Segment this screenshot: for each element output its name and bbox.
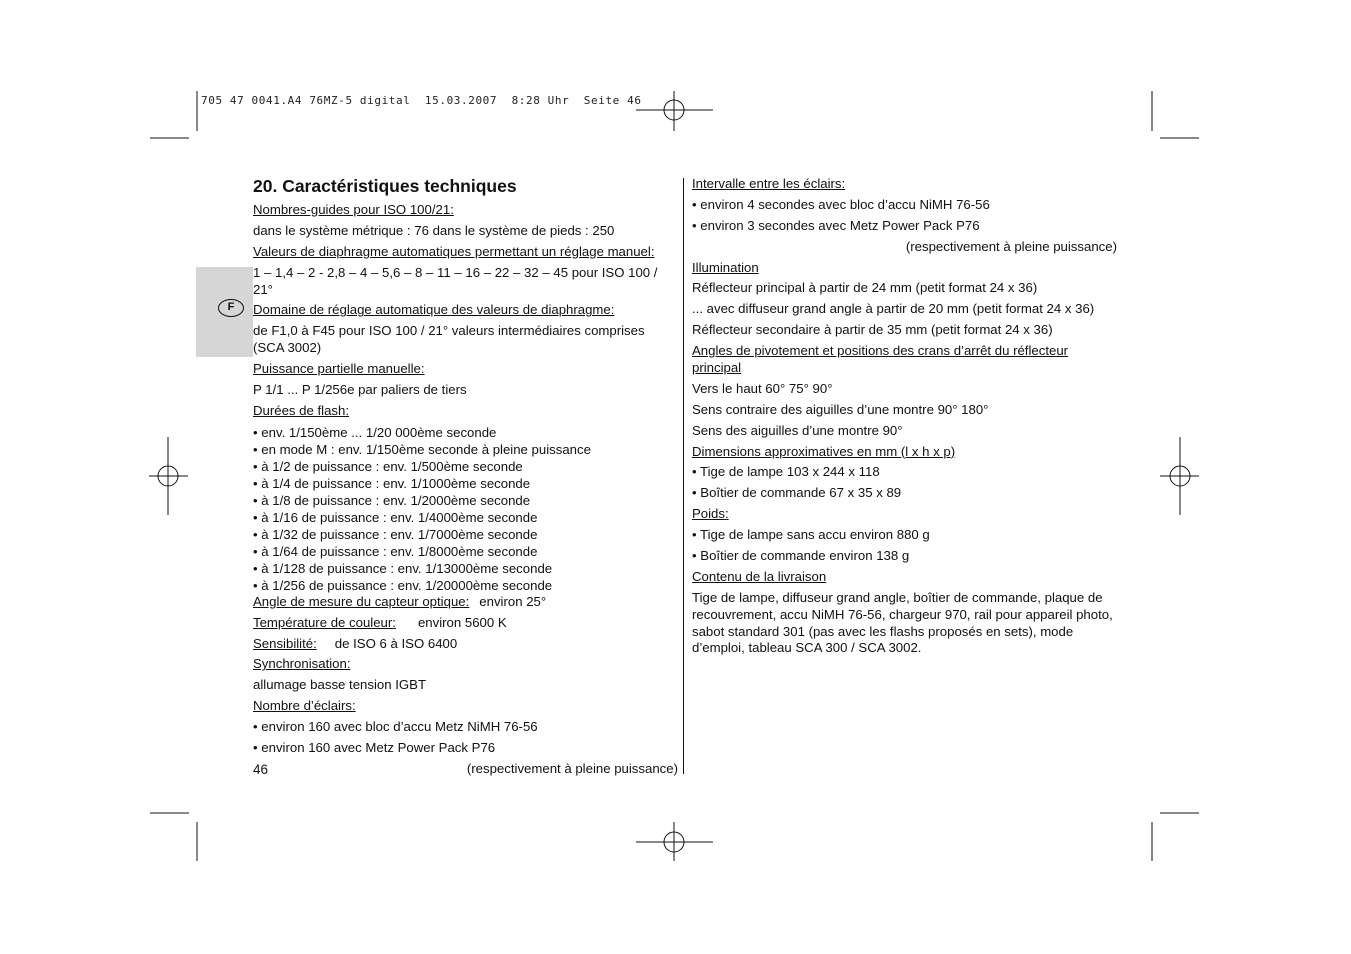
list-item: • Tige de lampe 103 x 244 x 118	[692, 464, 880, 480]
sync-text: allumage basse tension IGBT	[253, 677, 426, 693]
flash-duration-heading: Durées de flash:	[253, 402, 350, 418]
registration-target-right	[1160, 437, 1199, 515]
list-item: • environ 160 avec bloc d’accu Metz NiMH 76-56	[253, 719, 538, 735]
weight-heading: Poids:	[692, 506, 729, 522]
list-item: • env. 1/150ème ... 1/20 000ème seconde	[253, 424, 497, 440]
color-temp-label: Température de couleur:	[253, 614, 396, 630]
illumination-wide: ... avec diffuseur grand angle à partir de 20 mm (petit format 24 x 36)	[692, 301, 1095, 317]
interval-note: (respectivement à pleine puissance)	[905, 238, 1117, 254]
sensor-angle-label: Angle de mesure du capteur optique:	[253, 593, 470, 609]
sensitivity-label: Sensibilité:	[253, 635, 317, 651]
list-item: • en mode M : env. 1/150ème seconde à pleine puissance	[253, 441, 591, 457]
list-item: • environ 4 secondes avec bloc d’accu NiMH 76-56	[692, 196, 990, 212]
list-item: • à 1/128 de puissance : env. 1/13000ème seconde	[253, 560, 553, 576]
pivot-cw: Sens des aiguilles d’une montre 90°	[692, 422, 903, 438]
sensitivity-value: de ISO 6 à ISO 6400	[334, 635, 458, 651]
guide-number-heading: Nombres-guides pour ISO 100/21:	[253, 202, 454, 217]
flash-count-note: (respectivement à pleine puissance)	[466, 760, 678, 776]
pivot-ccw: Sens contraire des aiguilles d’une montre 90° 180°	[692, 401, 989, 417]
partial-power-heading: Puissance partielle manuelle:	[253, 361, 425, 377]
sync-heading: Synchronisation:	[253, 656, 351, 672]
sensor-angle-row	[253, 594, 678, 611]
registration-target-top	[636, 91, 713, 131]
list-item: • à 1/2 de puissance : env. 1/500ème seconde	[253, 458, 523, 474]
list-item: • environ 3 secondes avec Metz Power Pack P76	[692, 217, 980, 233]
list-item: • à 1/4 de puissance : env. 1/1000ème seconde	[253, 475, 531, 491]
list-item: • à 1/32 de puissance : env. 1/7000ème seconde	[253, 526, 538, 542]
flash-count-heading: Nombre d’éclairs:	[253, 698, 356, 714]
language-badge: F	[218, 299, 244, 317]
list-item: • à 1/8 de puissance : env. 1/2000ème seconde	[253, 492, 531, 508]
list-item: • Boîtier de commande environ 138 g	[692, 548, 910, 564]
section-title: 20. Caractéristiques techniques	[253, 176, 517, 196]
sensor-angle-value: environ 25°	[479, 593, 547, 609]
flash-duration-list	[253, 424, 678, 594]
pivot-heading: Angles de pivotement et positions des crans d’arrêt du réflecteur principal	[692, 343, 1069, 376]
illumination-heading: Illumination	[692, 259, 759, 275]
aperture-range-heading: Domaine de réglage automatique des valeurs de diaphragme:	[253, 302, 615, 318]
language-tab	[196, 267, 253, 357]
registration-target-bottom	[636, 822, 713, 861]
list-item: • Boîtier de commande 67 x 35 x 89	[692, 485, 902, 501]
aperture-text: 1 – 1,4 – 2 - 2,8 – 4 – 5,6 – 8 – 11 – 16 – 22 – 32 – 45 pour ISO 100 / 21°	[253, 264, 658, 297]
sensitivity-row	[253, 636, 678, 653]
partial-power-text: P 1/1 ... P 1/256e par paliers de tiers	[253, 382, 467, 398]
illumination-secondary: Réflecteur secondaire à partir de 35 mm (petit format 24 x 36)	[692, 322, 1053, 338]
page-number: 46	[253, 762, 269, 777]
list-item: • Tige de lampe sans accu environ 880 g	[692, 527, 930, 543]
contents-text: Tige de lampe, diffuseur grand angle, boîtier de commande, plaque de recouvrement, accu NiMH 76-56, chargeur 970, rail pour appareil photo, sabot standard 301 (pas avec les flashs proposés en sets), mode d’emploi, tableau SCA 300 / SCA 3002.	[692, 589, 1113, 656]
column-divider	[683, 178, 684, 774]
pivot-up: Vers le haut 60° 75° 90°	[692, 380, 833, 396]
registration-target-left	[149, 437, 188, 515]
interval-heading: Intervalle entre les éclairs:	[692, 176, 846, 191]
aperture-heading: Valeurs de diaphragme automatiques permettant un réglage manuel:	[253, 243, 655, 259]
list-item: • à 1/16 de puissance : env. 1/4000ème seconde	[253, 509, 538, 525]
print-slug: 705 47 0041.A4 76MZ-5 digital 15.03.2007 8:28 Uhr Seite 46	[201, 94, 642, 107]
list-item: • à 1/64 de puissance : env. 1/8000ème seconde	[253, 543, 538, 559]
list-item: • à 1/256 de puissance : env. 1/20000ème seconde	[253, 577, 553, 593]
color-temp-row	[253, 615, 678, 632]
dimensions-heading: Dimensions approximatives en mm (l x h x p)	[692, 443, 956, 459]
right-column	[692, 176, 1117, 657]
color-temp-value: environ 5600 K	[417, 614, 507, 630]
guide-number-text: dans le système métrique : 76 dans le système de pieds : 250	[253, 222, 615, 238]
list-item: • environ 160 avec Metz Power Pack P76	[253, 740, 496, 756]
contents-heading: Contenu de la livraison	[692, 568, 827, 584]
illumination-main: Réflecteur principal à partir de 24 mm (petit format 24 x 36)	[692, 280, 1038, 296]
aperture-range-text: de F1,0 à F45 pour ISO 100 / 21° valeurs intermédiaires comprises (SCA 3002)	[253, 323, 645, 356]
left-column	[253, 176, 678, 778]
